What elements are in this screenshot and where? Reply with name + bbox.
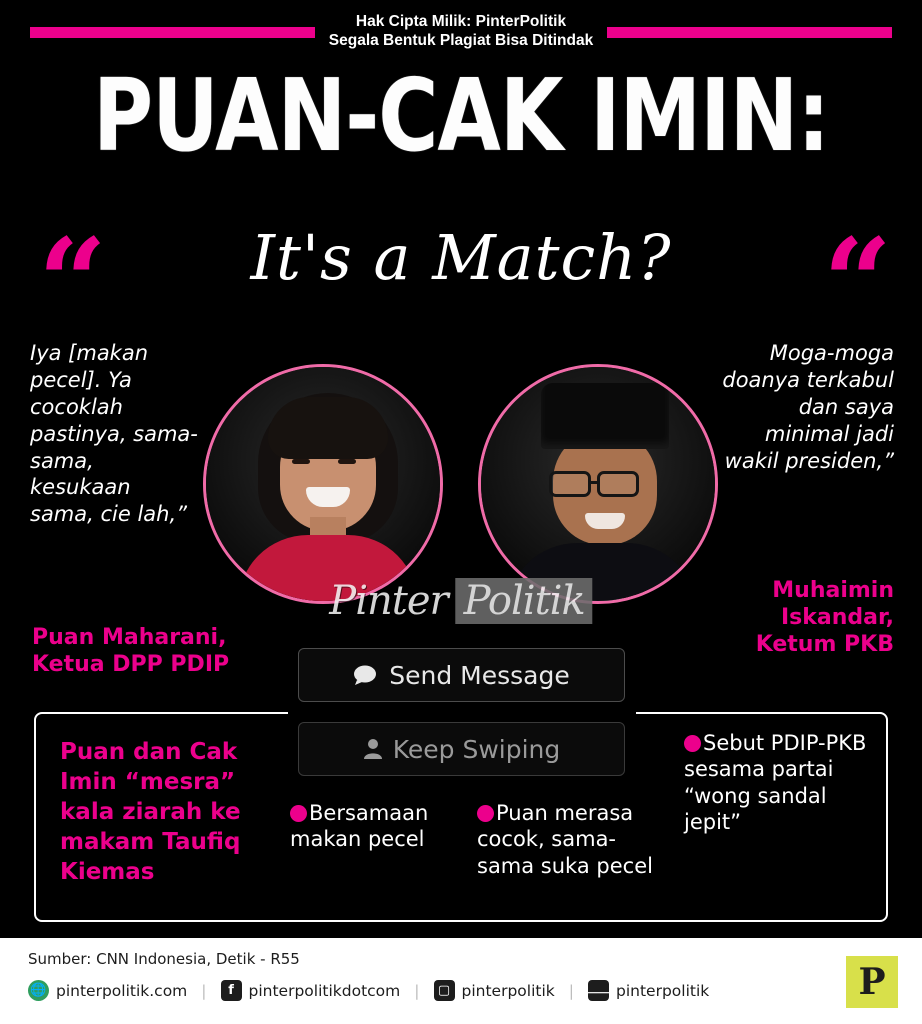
bullet-dot-icon	[290, 805, 307, 822]
bullet-item-1	[60, 738, 292, 887]
copyright-bar	[0, 0, 922, 62]
bullet-dot-icon	[477, 805, 494, 822]
watermark-part-1: Pinter	[329, 578, 448, 624]
social-twitter[interactable]	[588, 980, 709, 1001]
bullet-item-2	[290, 800, 475, 853]
social-twitter-handle: pinterpolitik	[616, 981, 710, 1000]
person-icon	[363, 738, 383, 760]
social-facebook-handle: pinterpolitikdotcom	[248, 981, 401, 1000]
social-links	[28, 980, 709, 1001]
social-instagram[interactable]	[434, 980, 555, 1001]
facebook-icon: f	[221, 980, 242, 1001]
social-separator: |	[414, 981, 420, 1000]
bullet-item-4	[684, 730, 874, 836]
avatar-puan-maharani	[203, 364, 443, 604]
subtitle-row	[0, 212, 922, 353]
pink-rule-right	[607, 27, 892, 38]
mouth-shape	[585, 513, 625, 529]
keep-swiping-label: Keep Swiping	[392, 734, 561, 764]
keep-swiping-button[interactable]	[298, 722, 625, 776]
hair-front-shape	[268, 397, 388, 459]
quote-mark-left-icon: “	[38, 212, 102, 353]
send-message-button[interactable]	[298, 648, 625, 702]
pink-rule-left	[30, 27, 315, 38]
eyeglass-right-shape	[597, 471, 639, 497]
bullet-text-2: Bersamaan makan pecel	[290, 801, 429, 852]
globe-icon: 🌐	[28, 980, 49, 1001]
copyright-text	[329, 12, 593, 51]
chat-bubble-icon	[353, 664, 379, 686]
eye-right-shape	[338, 459, 356, 464]
eyeglass-bridge-shape	[591, 481, 599, 484]
watermark-part-2: Politik	[456, 578, 593, 624]
bullet-text-3: Puan merasa cocok, sama-sama suka pecel	[477, 801, 653, 878]
instagram-icon: ▢	[434, 980, 455, 1001]
twitter-icon: ⸺	[588, 980, 609, 1001]
eyeglass-left-shape	[549, 471, 591, 497]
avatar-muhaimin-iskandar	[478, 364, 718, 604]
copyright-line-1: Hak Cipta Milik: PinterPolitik	[355, 12, 567, 30]
quote-left-attribution: Puan Maharani, Ketua DPP PDIP	[32, 625, 230, 677]
quote-right-attribution: Muhaimin Iskandar, Ketum PKB	[755, 578, 894, 657]
footer	[0, 938, 922, 1024]
logo-letter: P	[858, 961, 886, 1003]
page-title: PUAN-CAK IMIN:	[92, 58, 830, 175]
bullet-text-1: Puan dan Cak Imin “mesra” kala ziarah ke makam Taufiq Kiemas	[60, 739, 241, 885]
bullet-text-4: Sebut PDIP-PKB sesama partai “wong sandal jepit”	[684, 731, 867, 835]
pinterpolitik-logo	[846, 956, 898, 1008]
quote-mark-right-icon: “	[822, 212, 886, 353]
source-text: Sumber: CNN Indonesia, Detik - R55	[28, 950, 300, 968]
copyright-line-2: Segala Bentuk Plagiat Bisa Ditindak	[328, 32, 594, 49]
bullet-dot-icon	[684, 735, 701, 752]
social-website[interactable]	[28, 980, 187, 1001]
social-facebook[interactable]	[221, 980, 401, 1001]
quote-left-text: Iya [makan pecel]. Ya cocoklah pastinya, sama-sama, kesukaan sama, cie lah,”	[30, 341, 198, 527]
social-separator: |	[201, 981, 207, 1000]
bullet-item-3	[477, 800, 667, 879]
social-separator: |	[568, 981, 574, 1000]
social-website-handle: pinterpolitik.com	[56, 981, 188, 1000]
peci-hat-shape	[541, 383, 669, 449]
send-message-label: Send Message	[389, 660, 570, 690]
eye-left-shape	[292, 459, 310, 464]
quote-right-text: Moga-moga doanya terkabul dan saya minimal jadi wakil presiden,”	[722, 341, 894, 473]
subtitle-script: It's a Match?	[250, 221, 672, 294]
social-instagram-handle: pinterpolitik	[461, 981, 555, 1000]
